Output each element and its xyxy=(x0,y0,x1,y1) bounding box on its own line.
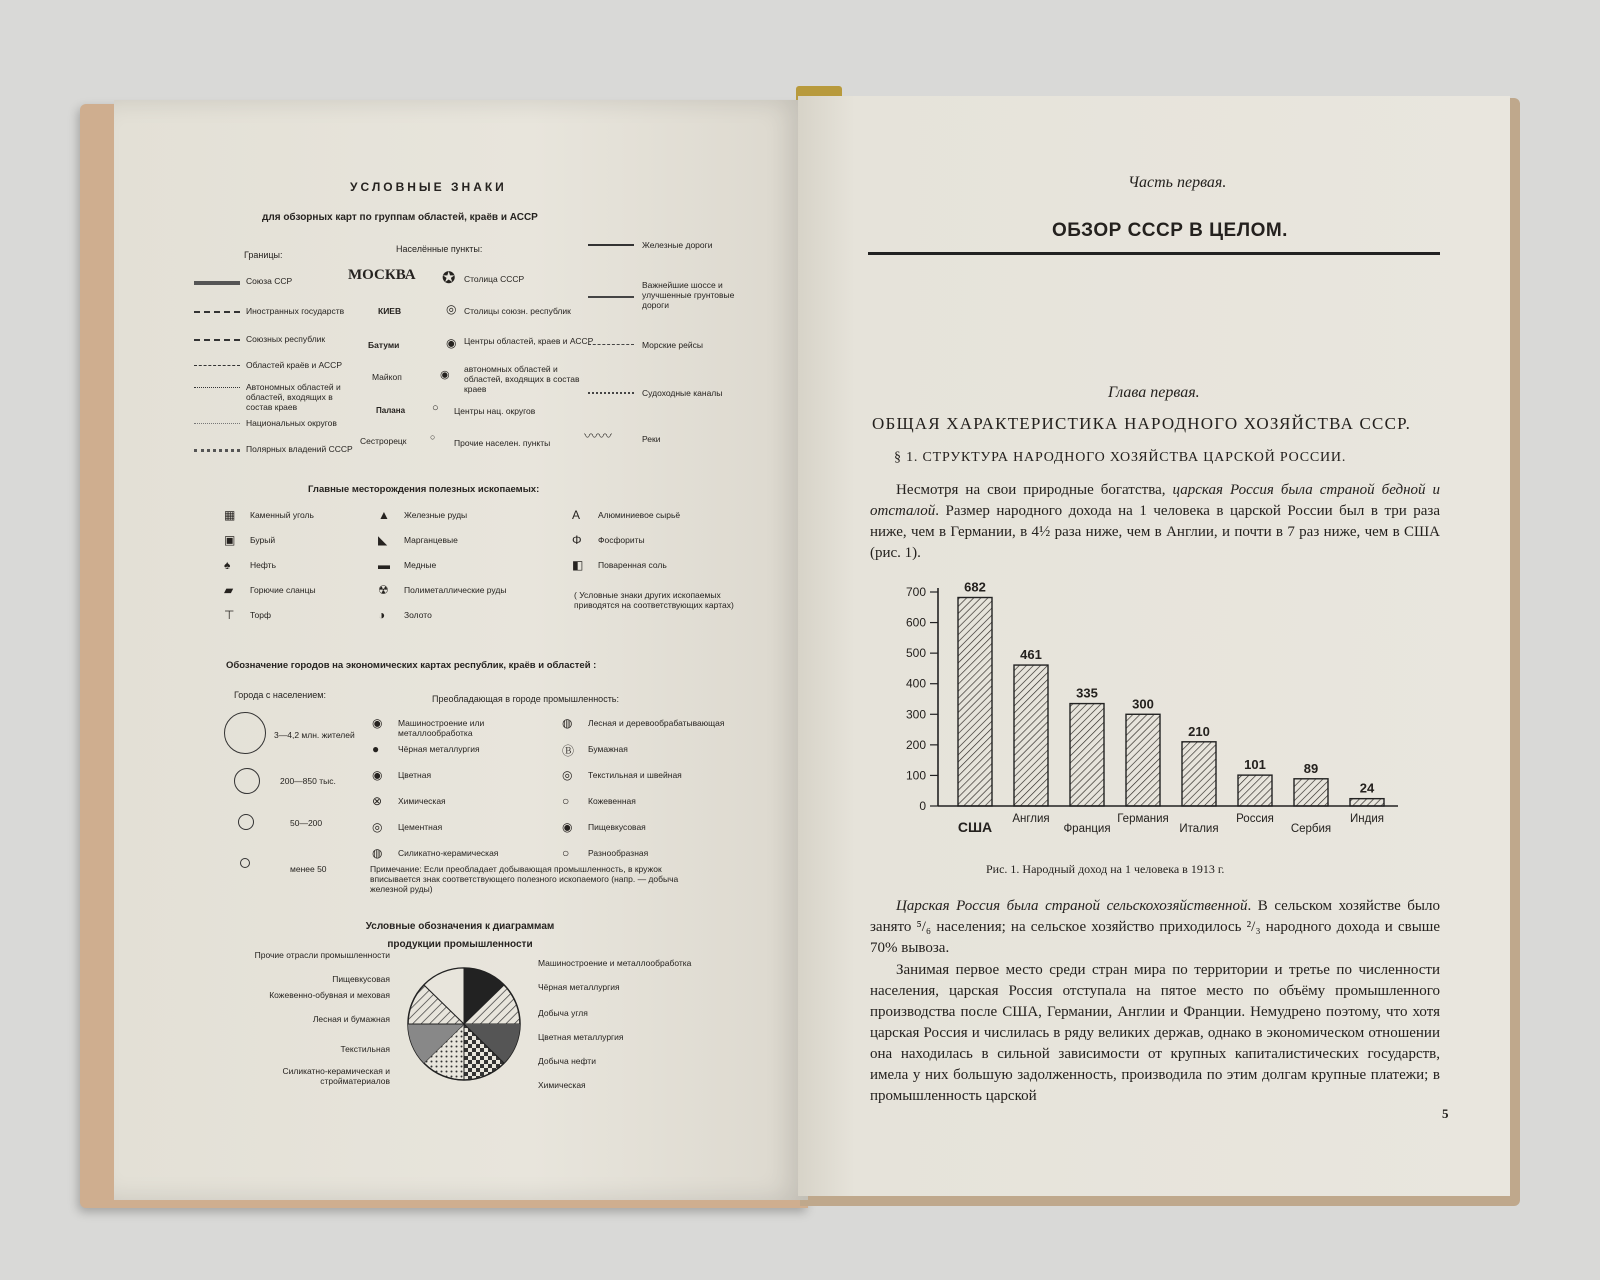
industry-item: Чёрная металлургия xyxy=(398,744,480,754)
y-tick-label: 600 xyxy=(905,615,926,630)
diagram-legend-left-item: Прочие отрасли промышленности xyxy=(254,950,390,960)
industry-item: Пищевкусовая xyxy=(588,822,646,832)
bar-value-label: 24 xyxy=(1359,780,1375,796)
settlement-sample-palana: Палана xyxy=(376,406,406,415)
mineral-item: Поваренная соль xyxy=(598,560,667,570)
paragraph-1-start: Несмотря на свои природные богатства, xyxy=(896,482,1173,498)
mineral-item: Медные xyxy=(404,560,437,570)
paragraph-2-emphasis: Царская Россия была страной сельскохозяйственной xyxy=(896,898,1248,914)
industry-symbol-icon: ⊗ xyxy=(372,794,383,808)
chapter-label: Глава первая. xyxy=(1108,384,1200,401)
industry-symbol-icon: ● xyxy=(372,742,380,756)
mineral-symbol-icon: ◧ xyxy=(572,558,584,572)
section-title: ОБЗОР СССР В ЦЕЛОМ. xyxy=(1052,220,1288,241)
city-circle-medium xyxy=(234,768,260,794)
page-number: 5 xyxy=(1442,1106,1449,1121)
border-type-item: Полярных владений СССР xyxy=(246,444,353,454)
industry-item: Лесная и деревообрабатывающая xyxy=(588,718,725,728)
settlement-label-regions: Центры областей, краев и АССР xyxy=(464,336,594,346)
diagram-heading: Условные обозначения к диаграммам продукции промышленности xyxy=(365,921,555,950)
mineral-item: Полиметаллические руды xyxy=(404,585,507,595)
part-label: Часть первая. xyxy=(1128,174,1227,191)
bar-value-label: 101 xyxy=(1244,757,1266,773)
paragraph-1 xyxy=(870,480,1440,564)
railway-symbol xyxy=(588,244,634,246)
paragraph-2 xyxy=(870,896,1440,959)
mineral-item: Железные руды xyxy=(404,510,468,520)
transport-canal: Судоходные каналы xyxy=(642,388,723,398)
bar-value-label: 335 xyxy=(1076,685,1098,701)
bar-4 xyxy=(1182,742,1216,806)
mineral-item: Торф xyxy=(250,610,271,620)
cities-note: Примечание: Если преобладает добывающая промышленность, в кружок вписывается знак соответствующего полезного ископаемого (напр. — добыча железной руды) xyxy=(370,864,679,894)
bar-value-label: 210 xyxy=(1188,723,1210,739)
industry-symbol-icon: ◍ xyxy=(562,716,573,730)
canal-symbol xyxy=(588,392,634,394)
category-label: США xyxy=(957,819,993,835)
chapter-title: ОБЩАЯ ХАРАКТЕРИСТИКА НАРОДНОГО ХОЗЯЙСТВА СССР. xyxy=(872,414,1412,433)
mineral-item: Алюминиевое сырьё xyxy=(598,510,681,520)
chart-bars xyxy=(958,580,1384,835)
cities-heading: Обозначение городов на экономических картах республик, краёв и областей : xyxy=(226,660,597,671)
industry-symbol-icon: ◎ xyxy=(562,768,573,782)
settlement-sample-batumi: Батуми xyxy=(368,340,400,350)
border-type-item: Национальных округов xyxy=(246,418,337,428)
border-line-symbol xyxy=(194,365,240,366)
mineral-item: Марганцевые xyxy=(404,535,458,545)
population-medium: 200—850 тыс. xyxy=(280,776,336,786)
diagram-legend-left-item: Пищевкусовая xyxy=(332,974,390,984)
settlement-sample-moscow: МОСКВА xyxy=(348,267,416,283)
paragraph-2-end: . В сельском хозяйстве было занято ⁵/₆ населения; на сельское хозяйство приходилось ²/₃ народного дохода и свыше 70% вывоза. xyxy=(870,898,1440,956)
category-label: Англия xyxy=(1012,813,1050,825)
diagram-legend-right-item: Добыча нефти xyxy=(538,1056,596,1066)
mineral-symbol-icon: ◑ xyxy=(378,608,386,622)
mineral-item: Каменный уголь xyxy=(250,510,314,520)
bar-2 xyxy=(1070,704,1104,806)
diagram-legend-left-item: Кожевенно-обувная и меховая xyxy=(269,990,390,1000)
transport-railway: Железные дороги xyxy=(642,240,713,250)
diagram-legend-right-item: Химическая xyxy=(538,1080,586,1090)
bar-value-label: 89 xyxy=(1303,760,1319,776)
sea-route-symbol xyxy=(588,344,634,345)
minerals-heading: Главные месторождения полезных ископаемых: xyxy=(308,484,540,495)
industry-symbol-icon: ◍ xyxy=(372,846,383,860)
industry-symbol-icon: ◎ xyxy=(372,820,383,834)
city-circle-large xyxy=(224,712,266,754)
bar-7 xyxy=(1350,799,1384,806)
mineral-symbol-icon: ▦ xyxy=(224,508,236,522)
border-line-symbol xyxy=(194,423,240,424)
border-type-item: Автономных областей и областей, входящих в состав краев xyxy=(246,382,341,412)
industry-item: Машиностроение или металлообработка xyxy=(398,718,485,738)
industry-symbol-icon: ◉ xyxy=(372,716,383,730)
mineral-symbol-icon: A xyxy=(572,508,581,522)
category-label: Сербия xyxy=(1290,823,1332,835)
border-line-symbol xyxy=(194,311,240,313)
industry-item: Текстильная и швейная xyxy=(588,770,682,780)
diagram-legend-right-item: Цветная металлургия xyxy=(538,1032,624,1042)
mineral-symbol-icon: ◣ xyxy=(378,533,388,547)
mineral-item: Фосфориты xyxy=(598,535,645,545)
border-type-item: Союзных республик xyxy=(246,334,326,344)
dot-circle-icon: ◉ xyxy=(446,336,457,350)
industry-item: Химическая xyxy=(398,796,446,806)
industry-symbol-icon: ◉ xyxy=(372,768,383,782)
circle-icon: ◉ xyxy=(440,369,450,381)
settlement-sample-maikop: Майкоп xyxy=(372,372,402,382)
mineral-symbol-icon: ☢ xyxy=(378,583,389,597)
bar-value-label: 682 xyxy=(964,579,986,595)
mineral-symbol-icon: ▬ xyxy=(378,558,390,572)
population-tiny: менее 50 xyxy=(290,864,327,874)
y-tick-label: 400 xyxy=(905,676,926,691)
population-heading: Города с населением: xyxy=(234,690,326,700)
minerals-note: ( Условные знаки других ископаемых приводятся на соответствующих картах) xyxy=(574,590,734,610)
industry-item: Кожевенная xyxy=(588,796,636,806)
double-circle-icon: ◎ xyxy=(446,302,457,316)
city-circle-small xyxy=(238,814,254,830)
bar-0 xyxy=(958,598,992,806)
industry-symbol-icon: ○ xyxy=(562,794,570,808)
y-tick-label: 700 xyxy=(905,585,926,599)
paragraph-1-emphasis: царская Россия была страной бедной и отсталой xyxy=(870,482,1440,519)
settlement-sample-kiev: КИЕВ xyxy=(378,306,402,316)
mineral-symbol-icon: ▣ xyxy=(224,533,236,547)
transport-highway: Важнейшие шоссе и улучшенные грунтовые дороги xyxy=(642,280,735,310)
industry-symbol-icon: Ⓑ xyxy=(562,744,575,758)
open-book xyxy=(80,94,1520,1212)
river-symbol: 〰〰 xyxy=(584,428,612,444)
industry-symbol-icon: ◉ xyxy=(562,820,573,834)
transport-rivers: Реки xyxy=(642,434,661,444)
diagram-legend-right-item: Машиностроение и металлообработка xyxy=(538,958,692,968)
border-line-symbol xyxy=(194,449,240,452)
title-rule xyxy=(868,252,1440,255)
mineral-item: Горючие сланцы xyxy=(250,585,316,595)
mineral-symbol-icon: ♠ xyxy=(224,558,231,572)
category-label: Россия xyxy=(1236,813,1274,825)
bar-5 xyxy=(1238,775,1272,806)
category-label: Индия xyxy=(1350,813,1384,825)
bar-6 xyxy=(1294,779,1328,806)
bar-1 xyxy=(1014,665,1048,806)
settlement-label-republic: Столицы союзн. республик xyxy=(464,306,571,316)
diagram-legend-left-item: Лесная и бумажная xyxy=(312,1014,390,1024)
bar-value-label: 461 xyxy=(1020,647,1042,663)
highway-symbol xyxy=(588,296,634,298)
right-page xyxy=(798,96,1510,1196)
industry-item: Цементная xyxy=(398,822,443,832)
industry-pie-diagram xyxy=(404,964,524,1084)
mineral-symbol-icon: ▲ xyxy=(378,508,390,522)
diagram-legend-right-item: Чёрная металлургия xyxy=(538,982,620,992)
diagram-legend-left-item: Силикатно-керамическая и стройматериалов xyxy=(282,1066,390,1086)
industry-symbol-icon: ○ xyxy=(562,846,570,860)
diagram-legend-right-item: Добыча угля xyxy=(538,1008,588,1018)
industry-item: Бумажная xyxy=(588,744,628,754)
border-type-item: Областей краёв и АССР xyxy=(246,360,342,370)
mineral-symbol-icon: ▰ xyxy=(224,583,234,597)
border-type-item: Союза ССР xyxy=(246,276,293,286)
industry-item: Цветная xyxy=(398,770,432,780)
mineral-symbol-icon: Φ xyxy=(572,533,582,547)
bar-3 xyxy=(1126,714,1160,806)
y-tick-label: 300 xyxy=(905,707,926,722)
mineral-item: Золото xyxy=(404,610,432,620)
paragraph-1-end: . Размер народного дохода на 1 человека в царской России был в три раза ниже, чем в Германии, в 4½ раза ниже, чем в Англии, и почти в 7 раз ниже, чем в США (рис. 1). xyxy=(870,503,1440,561)
border-type-item: Иностранных государств xyxy=(246,306,345,316)
border-line-symbol xyxy=(194,339,240,341)
mineral-symbol-icon: ⊤ xyxy=(224,608,235,622)
settlement-label-national: Центры нац. округов xyxy=(454,406,536,416)
category-label: Франция xyxy=(1063,823,1111,835)
tiny-circle-icon: ○ xyxy=(430,432,436,442)
y-tick-label: 100 xyxy=(905,768,926,783)
y-tick-label: 200 xyxy=(905,737,926,752)
city-circle-tiny xyxy=(240,858,250,868)
bar-value-label: 300 xyxy=(1132,696,1154,712)
paragraph-title: § 1. СТРУКТУРА НАРОДНОГО ХОЗЯЙСТВА ЦАРСКОЙ РОССИИ. xyxy=(894,450,1347,465)
settlement-label-capital: Столица СССР xyxy=(464,274,525,284)
income-bar-chart xyxy=(888,570,1428,860)
settlement-sample-sestroretsk: Сестрорецк xyxy=(360,436,407,446)
y-tick-label: 500 xyxy=(905,646,926,661)
population-large: 3—4,2 млн. жителей xyxy=(274,730,355,740)
borders-heading: Границы: xyxy=(244,250,283,260)
transport-sea: Морские рейсы xyxy=(642,340,703,350)
legend-title: УСЛОВНЫЕ ЗНАКИ xyxy=(350,180,507,194)
left-page xyxy=(114,100,808,1200)
border-line-symbol xyxy=(194,387,240,388)
border-line-symbol xyxy=(194,281,240,285)
category-label: Германия xyxy=(1117,813,1169,825)
figure-caption: Рис. 1. Народный доход на 1 человека в 1913 г. xyxy=(986,862,1225,876)
category-label: Италия xyxy=(1179,823,1219,835)
y-tick-label: 0 xyxy=(919,799,926,813)
settlements-heading: Населённые пункты: xyxy=(396,244,483,254)
paragraph-3: Занимая первое место среди стран мира по территории и третье по численности населения, царская Россия отступала на пятое место по объёму промышленного производства после США, Германии, Англии и Франции. Немудрено поэтому, что хотя царская Россия и числилась в ряду великих держав, однако в экономическом отношении она находилась в сильной зависимости от крупных капиталистических государств, имела у них большую задолженность, производила по этим долгам крупные платежи; в промышленность царской xyxy=(870,962,1440,1104)
industry-item: Силикатно-керамическая xyxy=(398,848,499,858)
legend-subtitle: для обзорных карт по группам областей, краёв и АССР xyxy=(262,212,538,223)
industry-heading: Преобладающая в городе промышленность: xyxy=(432,694,620,704)
diagram-legend-left-item: Текстильная xyxy=(340,1044,390,1054)
industry-item: Разнообразная xyxy=(588,848,649,858)
mineral-item: Бурый xyxy=(250,535,276,545)
settlement-label-other: Прочие населен. пункты xyxy=(454,438,551,448)
mineral-item: Нефть xyxy=(250,560,276,570)
population-small: 50—200 xyxy=(290,818,323,828)
star-icon: ✪ xyxy=(442,270,456,287)
small-circle-icon: ○ xyxy=(432,402,439,414)
settlement-label-autonomous: автономных областей и областей, входящих в состав краев xyxy=(464,364,580,394)
